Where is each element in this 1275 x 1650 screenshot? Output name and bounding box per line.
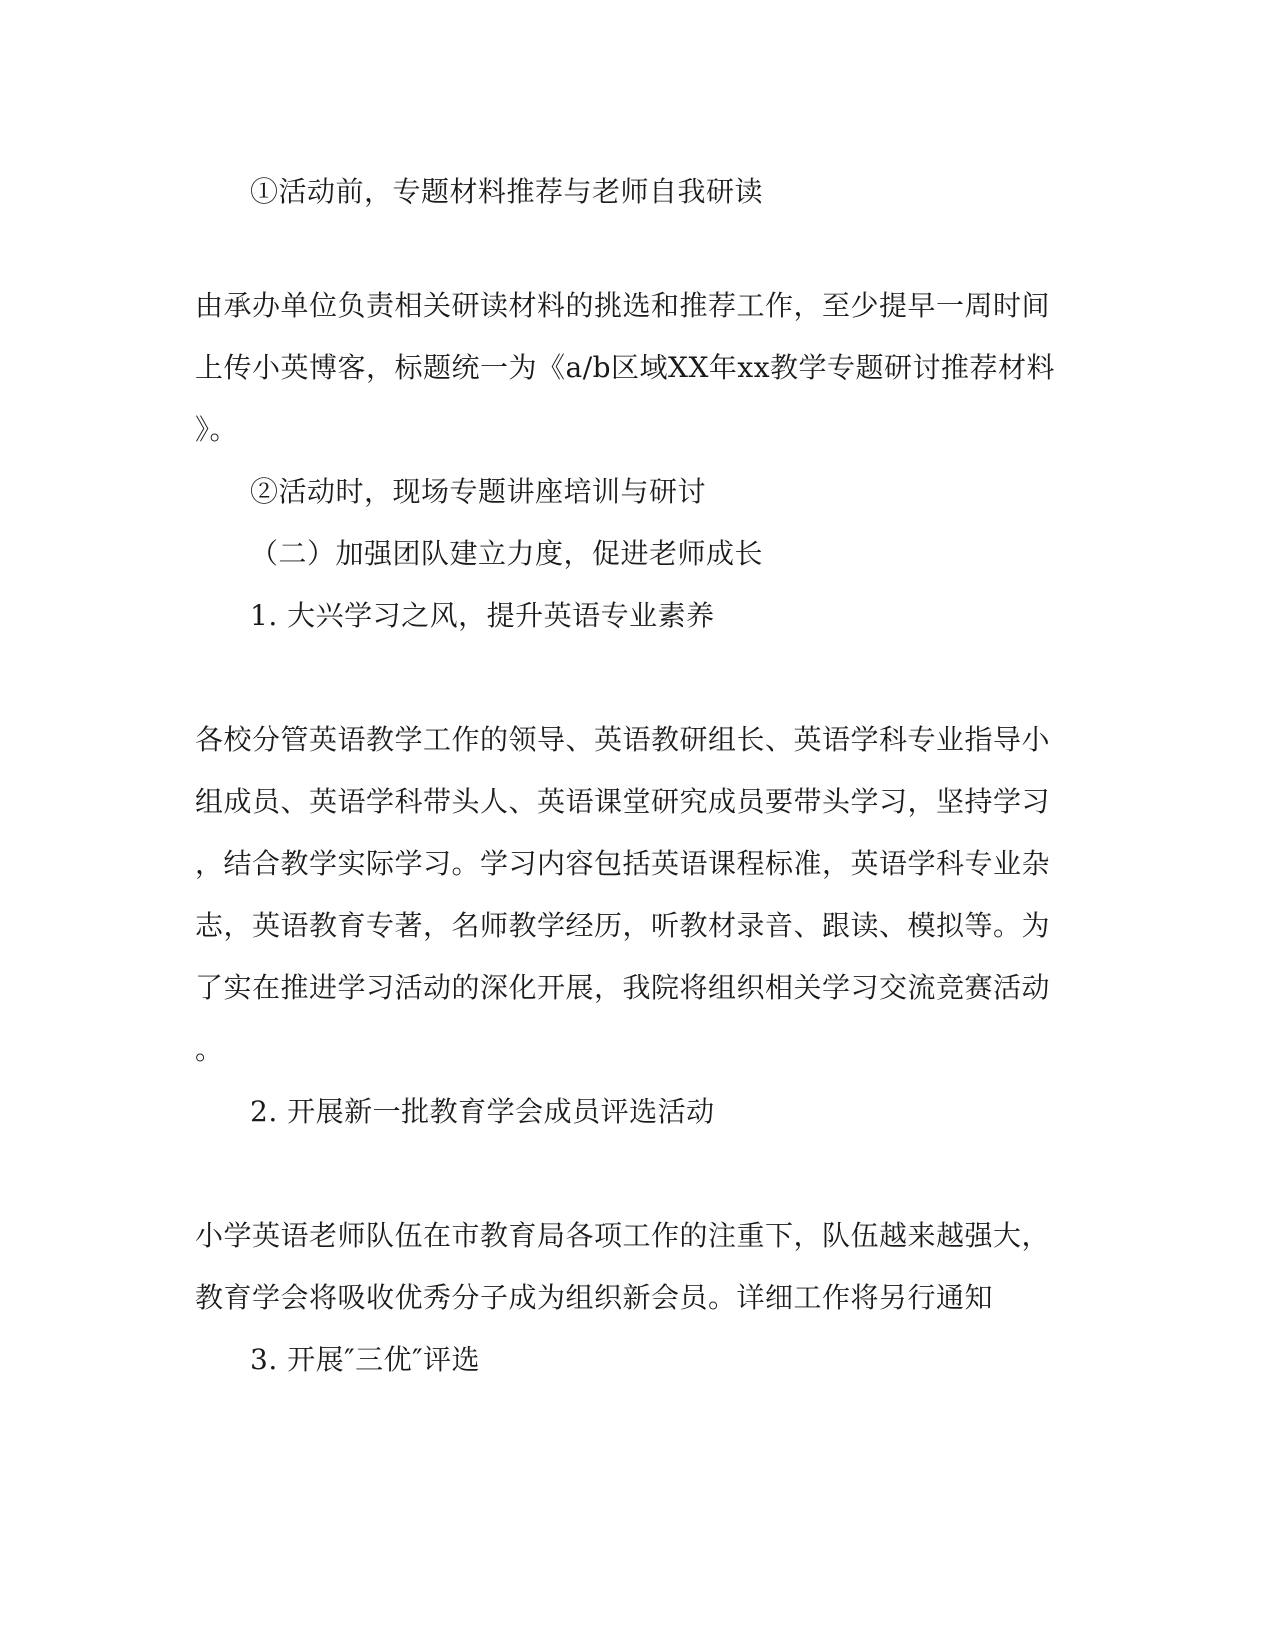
paragraph-line: 志，英语教育专著，名师教学经历，听教材录音、跟读、模拟等。为 (195, 909, 1051, 942)
subheading-1: 1. 大兴学习之风，提升英语专业素养 (250, 599, 715, 632)
paragraph-line: 小学英语老师队伍在市教育局各项工作的注重下，队伍越来越强大， (195, 1219, 1051, 1252)
item-during-activity: ②活动时，现场专题讲座培训与研讨 (250, 475, 707, 508)
item-before-activity: ①活动前，专题材料推荐与老师自我研读 (250, 175, 764, 208)
paragraph-line: 各校分管英语教学工作的领导、英语教研组长、英语学科专业指导小 (195, 723, 1051, 756)
section-heading: （二）加强团队建立力度，促进老师成长 (250, 537, 764, 570)
paragraph-line: 由承办单位负责相关研读材料的挑选和推荐工作，至少提早一周时间 (195, 289, 1051, 322)
paragraph-line: 。 (195, 1033, 224, 1066)
subheading-2: 2. 开展新一批教育学会成员评选活动 (250, 1095, 715, 1128)
paragraph-line: 组成员、英语学科带头人、英语课堂研究成员要带头学习，坚持学习 (195, 785, 1051, 818)
paragraph-line: 了实在推进学习活动的深化开展，我院将组织相关学习交流竞赛活动 (195, 971, 1051, 1004)
paragraph-line: 》。 (195, 413, 239, 446)
paragraph-line: 上传小英博客，标题统一为《a/b区域XX年xx教学专题研讨推荐材料 (195, 351, 1056, 384)
paragraph-line: ，结合教学实际学习。学习内容包括英语课程标准，英语学科专业杂 (195, 847, 1051, 880)
subheading-3: 3. 开展″三优″评选 (250, 1343, 481, 1376)
paragraph-line: 教育学会将吸收优秀分子成为组织新会员。详细工作将另行通知 (195, 1281, 994, 1314)
